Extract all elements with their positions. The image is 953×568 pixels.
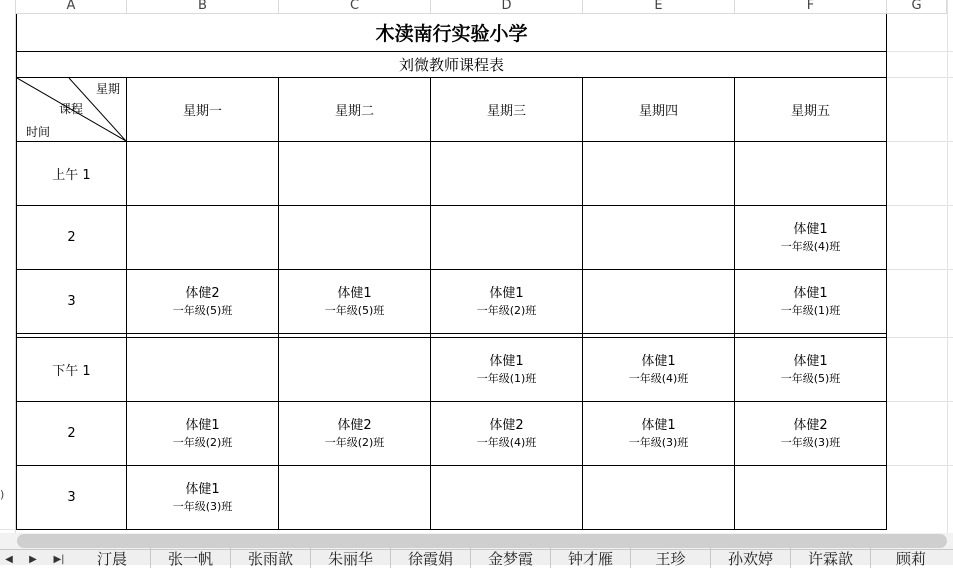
schedule-cell[interactable]: [127, 402, 278, 465]
course-name: 体健1: [641, 417, 676, 433]
sheet-tab[interactable]: 许霖歆: [791, 548, 871, 568]
sheet-gridline: [887, 269, 953, 270]
period-label[interactable]: 3: [67, 294, 76, 309]
school-title[interactable]: 木渎南行实验小学: [375, 23, 528, 45]
period-label[interactable]: 下午 1: [52, 364, 91, 379]
column-header-F[interactable]: F: [735, 0, 887, 14]
sheet-nav-next-icon[interactable]: ▶: [29, 554, 37, 565]
sheet-tab[interactable]: 张雨歆: [231, 548, 311, 568]
course-name: 体健1: [185, 481, 220, 497]
schedule-cell[interactable]: [735, 402, 886, 465]
class-name: 一年级(1)班: [476, 371, 537, 385]
class-name: 一年级(4)班: [628, 371, 689, 385]
column-header-C[interactable]: C: [279, 0, 431, 14]
sheet-gridline: [887, 465, 953, 466]
course-name: 体健1: [337, 285, 372, 301]
course-name: 体健2: [185, 285, 220, 301]
horizontal-scrollbar-thumb[interactable]: [17, 534, 947, 548]
schedule-cell[interactable]: [279, 270, 430, 333]
column-header-E[interactable]: E: [583, 0, 735, 14]
column-header-G[interactable]: G: [887, 0, 947, 14]
sheet-nav-last-icon[interactable]: ▶|: [53, 554, 65, 565]
period-label[interactable]: 2: [67, 426, 76, 441]
schedule-cell[interactable]: [127, 466, 278, 529]
row-number-gutter: [0, 0, 16, 540]
row-number-partial[interactable]: ): [0, 488, 5, 501]
course-name: 体健1: [793, 221, 828, 237]
corner-header-cell[interactable]: [17, 78, 126, 141]
class-name: 一年级(2)班: [172, 435, 233, 449]
weekday-header-friday[interactable]: 星期五: [790, 104, 830, 119]
period-label[interactable]: 3: [67, 490, 76, 505]
column-header-D[interactable]: D: [431, 0, 583, 14]
sheet-tab[interactable]: 钟才雁: [551, 548, 631, 568]
course-name: 体健1: [793, 285, 828, 301]
sheet-gridline: [887, 337, 953, 338]
sheet-tab[interactable]: 张一帆: [151, 548, 231, 568]
schedule-cell[interactable]: [735, 206, 886, 269]
sheet-tab[interactable]: 顾莉: [895, 550, 926, 568]
course-name: 体健1: [489, 353, 524, 369]
period-label[interactable]: 上午 1: [52, 168, 91, 183]
class-name: 一年级(1)班: [780, 303, 841, 317]
schedule-cell[interactable]: [583, 338, 734, 401]
sheet-tab[interactable]: 孙欢婷: [711, 548, 791, 568]
weekday-header-wednesday[interactable]: 星期三: [486, 104, 526, 119]
period-label[interactable]: 2: [67, 230, 76, 245]
course-name: 体健2: [489, 417, 524, 433]
class-name: 一年级(5)班: [780, 371, 841, 385]
class-name: 一年级(2)班: [476, 303, 537, 317]
sheet-tab[interactable]: 汀晨: [74, 548, 151, 568]
class-name: 一年级(4)班: [780, 239, 841, 253]
schedule-cell[interactable]: [431, 338, 582, 401]
sheet-tab[interactable]: 金梦霞: [471, 548, 551, 568]
column-header-B[interactable]: B: [127, 0, 279, 14]
schedule-cell[interactable]: [127, 270, 278, 333]
table-border: [16, 141, 887, 142]
schedule-cell[interactable]: [431, 402, 582, 465]
schedule-cell[interactable]: [583, 402, 734, 465]
sheet-tab[interactable]: 王珍: [631, 548, 711, 568]
column-header-A[interactable]: A: [16, 0, 127, 14]
schedule-cell[interactable]: [431, 270, 582, 333]
weekday-header-thursday[interactable]: 星期四: [638, 104, 678, 119]
table-border: [16, 51, 887, 52]
class-name: 一年级(3)班: [780, 435, 841, 449]
course-name: 体健2: [337, 417, 372, 433]
table-border: [16, 529, 887, 530]
schedule-cell[interactable]: [735, 270, 886, 333]
weekday-header-monday[interactable]: 星期一: [182, 104, 222, 119]
weekday-header-tuesday[interactable]: 星期二: [334, 104, 374, 119]
course-name: 体健1: [185, 417, 220, 433]
class-name: 一年级(5)班: [172, 303, 233, 317]
sheet-gridline: [887, 141, 953, 142]
class-name: 一年级(4)班: [476, 435, 537, 449]
sheet-tab[interactable]: 朱丽华: [311, 548, 391, 568]
corner-weekday-label: 星期: [96, 82, 121, 96]
class-name: 一年级(2)班: [324, 435, 385, 449]
sheet-gridline: [887, 401, 953, 402]
class-name: 一年级(3)班: [628, 435, 689, 449]
class-name: 一年级(5)班: [324, 303, 385, 317]
course-name: 体健1: [489, 285, 524, 301]
sheet-gridline: [887, 205, 953, 206]
sheet-gridline: [0, 529, 16, 530]
schedule-cell[interactable]: [279, 402, 430, 465]
sheet-nav-prev-icon[interactable]: ◀: [5, 554, 13, 565]
sheet-tab[interactable]: 徐霞娟: [391, 548, 471, 568]
table-border: [16, 333, 887, 334]
schedule-cell[interactable]: [735, 338, 886, 401]
sheet-gridline: [887, 77, 953, 78]
course-name: 体健1: [641, 353, 676, 369]
sheet-gridline: [887, 51, 953, 52]
course-name: 体健1: [793, 353, 828, 369]
class-name: 一年级(3)班: [172, 499, 233, 513]
course-name: 体健2: [793, 417, 828, 433]
corner-course-label: 课程: [59, 102, 84, 116]
sheet-gridline: [947, 0, 948, 535]
schedule-title[interactable]: 刘微教师课程表: [398, 56, 504, 74]
table-border: [886, 14, 887, 530]
corner-time-label: 时间: [26, 125, 51, 139]
